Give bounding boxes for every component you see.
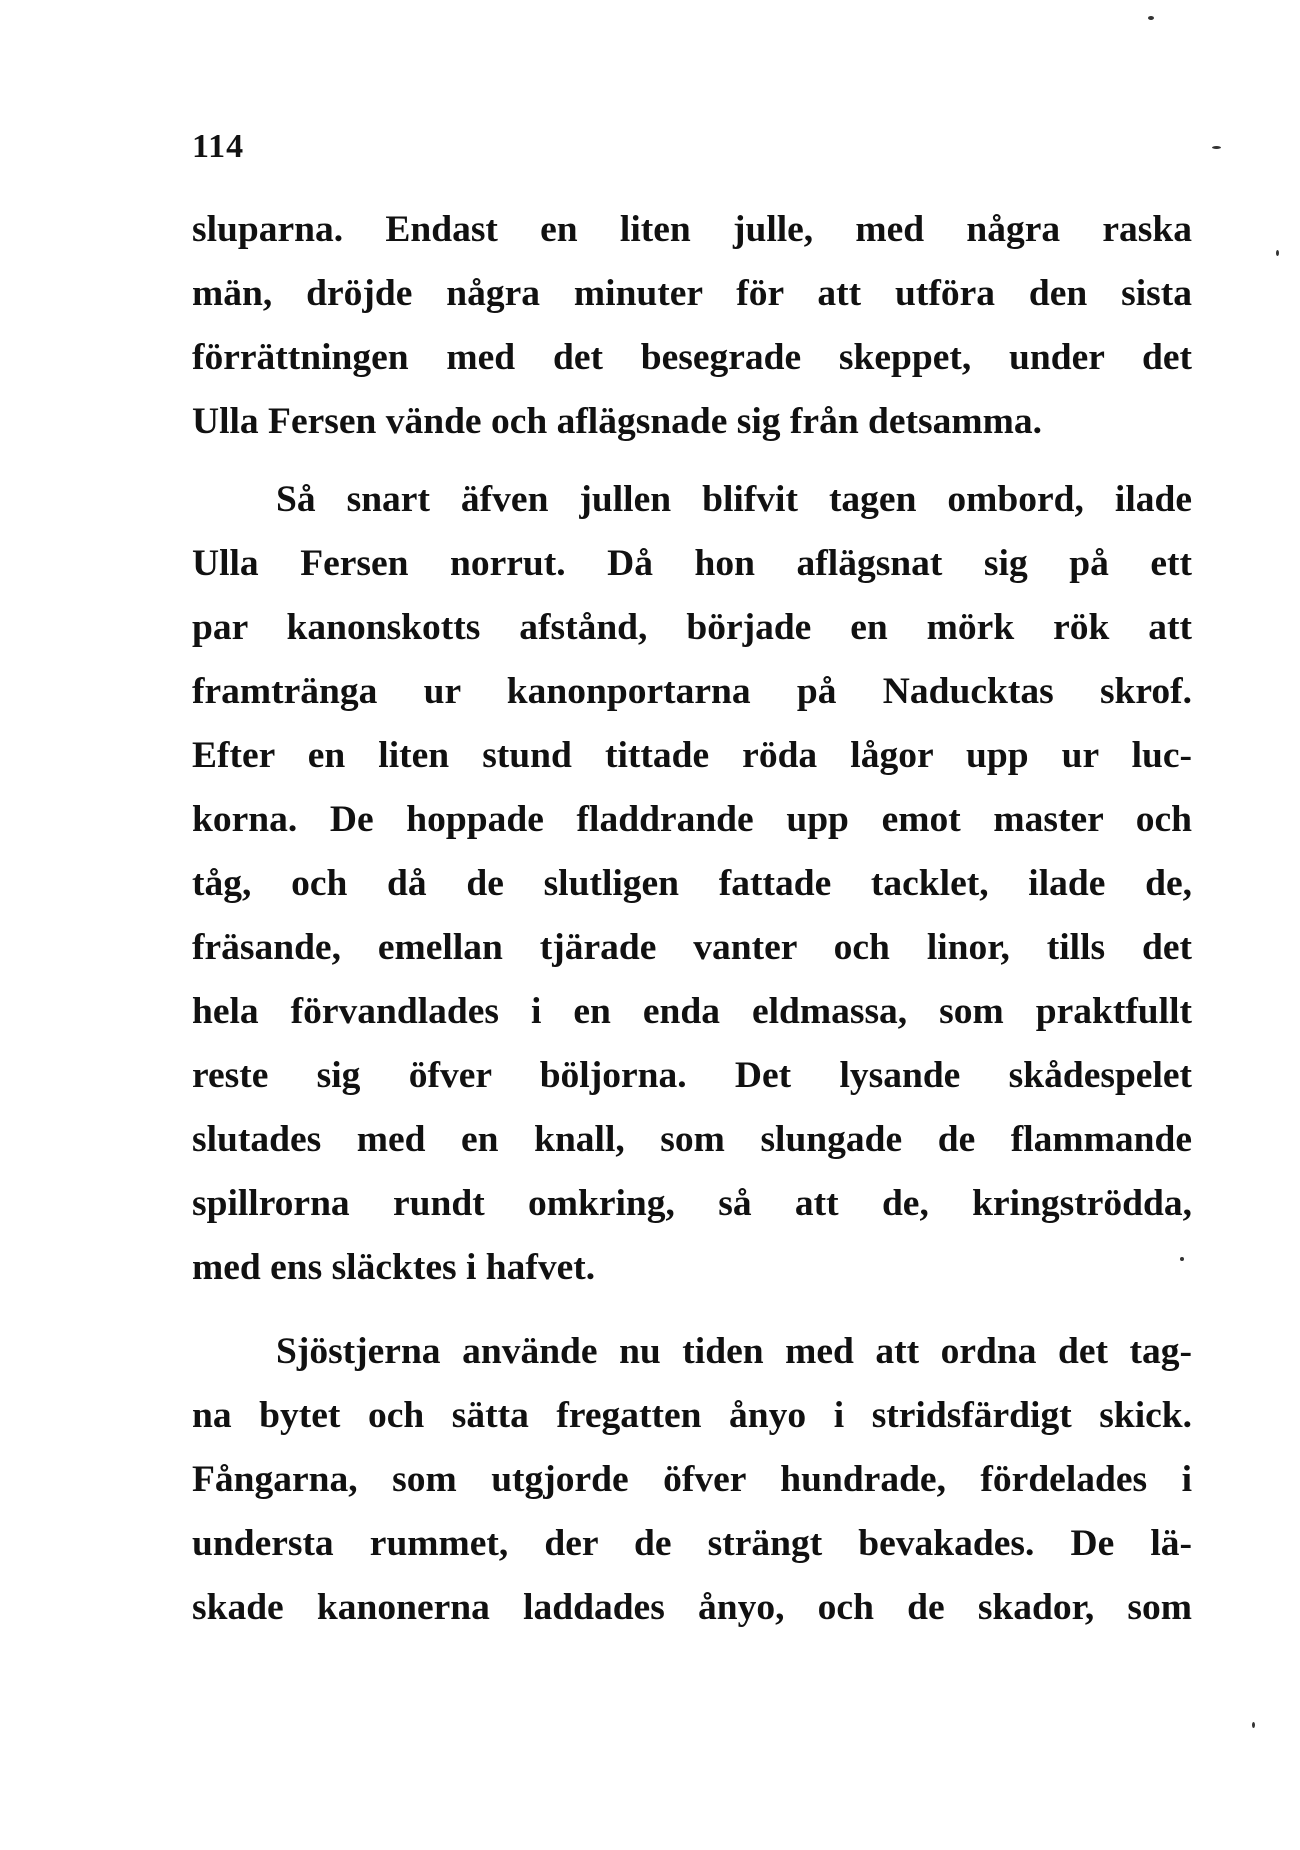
text-line: par kanonskotts afstånd, började en mörk rök att: [192, 607, 1192, 648]
scan-speck: [1148, 16, 1154, 20]
text-line: na bytet och sätta fregatten ånyo i stridsfärdigt skick.: [192, 1395, 1192, 1436]
text-line: med ens släcktes i hafvet.: [192, 1247, 596, 1288]
page-number: 114: [192, 128, 245, 165]
text-line: förrättningen med det besegrade skeppet, under det: [192, 337, 1192, 378]
text-line: skade kanonerna laddades ånyo, och de skador, som: [192, 1587, 1192, 1628]
text-line: män, dröjde några minuter för att utföra den sista: [192, 273, 1192, 314]
text-line: Efter en liten stund tittade röda lågor upp ur luc-: [192, 735, 1192, 776]
scan-speck: [1212, 146, 1221, 149]
text-line: hela förvandlades i en enda eldmassa, som praktfullt: [192, 991, 1192, 1032]
text-line: spillrorna rundt omkring, så att de, kringströdda,: [192, 1183, 1192, 1224]
text-line: Ulla Fersen vände och aflägsnade sig från detsamma.: [192, 401, 1042, 442]
paragraph-3: [192, 1320, 1192, 1640]
text-line: understa rummet, der de strängt bevakades. De lä-: [192, 1523, 1192, 1564]
text-line: Så snart äfven jullen blifvit tagen ombord, ilade: [276, 479, 1192, 520]
paragraph-2: [192, 468, 1192, 1300]
text-line: Sjöstjerna använde nu tiden med att ordna det tag-: [276, 1331, 1192, 1372]
scan-speck: [1180, 1257, 1184, 1261]
scan-speck: [1252, 1722, 1255, 1728]
text-line: Fångarna, som utgjorde öfver hundrade, fördelades i: [192, 1459, 1192, 1500]
text-line: Ulla Fersen norrut. Då hon aflägsnat sig på ett: [192, 543, 1192, 584]
text-line: fräsande, emellan tjärade vanter och linor, tills det: [192, 927, 1192, 968]
paragraph-1: [192, 198, 1192, 454]
text-line: tåg, och då de slutligen fattade tacklet, ilade de,: [192, 863, 1192, 904]
text-line: framtränga ur kanonportarna på Naducktas skrof.: [192, 671, 1192, 712]
text-line: sluparna. Endast en liten julle, med några raska: [192, 209, 1192, 250]
text-line: reste sig öfver böljorna. Det lysande skådespelet: [192, 1055, 1192, 1096]
text-line: slutades med en knall, som slungade de flammande: [192, 1119, 1192, 1160]
text-line: korna. De hoppade fladdrande upp emot master och: [192, 799, 1192, 840]
scan-speck: [1276, 250, 1279, 256]
